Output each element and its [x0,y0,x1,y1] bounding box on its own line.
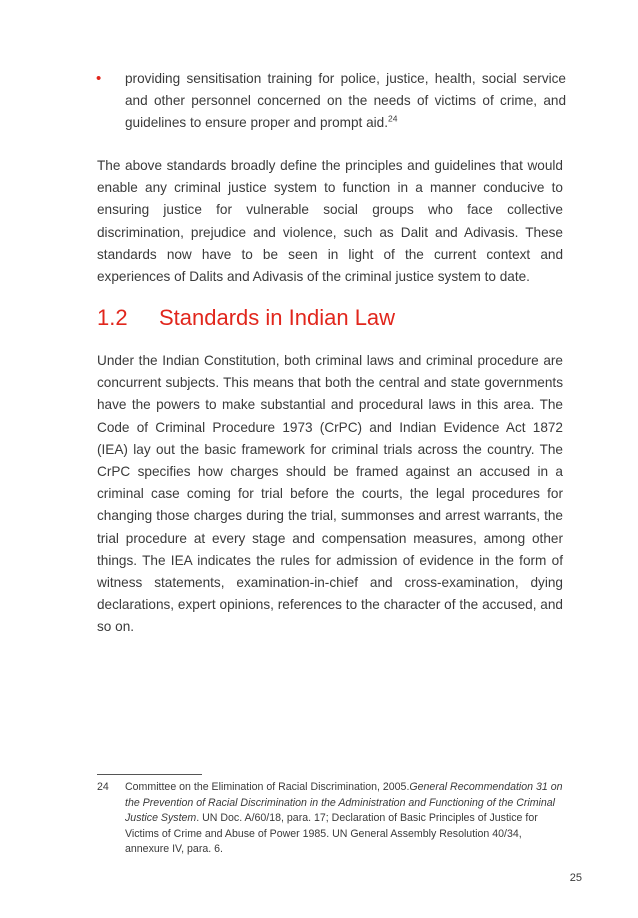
footnote-text-after: . UN Doc. A/60/18, para. 17; Declaration of Basic Principles of Justice for Victims of Crime and Abuse of Power 1985. UN General Assembly Resolution 40/34, annexure IV, para. 6. [125,812,538,856]
paragraph-indian-law: Under the Indian Constitution, both criminal laws and criminal procedure are concurrent subjects. This means that both the central and state governments have the powers to make substantial and procedural laws in this area. The Code of Criminal Procedure 1973 (CrPC) and Indian Evidence Act 1872 (IEA) lay out the basic framework for criminal trials across the country. The CrPC specifies how charges should be framed against an accused in a criminal case coming for trial before the courts, the legal procedures for changing those charges during the trial, summonses and arrest warrants, the trial procedure at every stage and compensation measures, among other things. The IEA indicates the rules for admission of evidence in the form of witness statements, examination-in-chief and cross-examination, dying declarations, expert opinions, references to the character of the accused, and so on. [97,353,563,635]
footnote-text-before: Committee on the Elimination of Racial Discrimination, 2005. [125,781,410,793]
bullet-text-block [125,68,566,134]
bullet-text: providing sensitisation training for police, justice, health, social service and other personnel concerned on the needs of victims of crime, and guidelines to ensure proper and prompt aid. [125,71,566,130]
footnote-reference[interactable]: 24 [387,113,398,124]
section-number: 1.2 [97,305,128,330]
footnote-title-italic: General Recommendation 31 on the Prevention of Racial Discrimination in the Administration and Functioning of the Criminal Justice System [125,781,563,825]
section-heading [97,303,395,333]
footnote [97,780,565,858]
bullet-marker: • [96,70,102,87]
footnote-divider [97,774,202,775]
footnote-text [125,780,565,858]
page-number: 25 [569,872,582,884]
paragraph-standards: The above standards broadly define the principles and guidelines that would enable any criminal justice system to function in a manner conducive to ensuring justice for vulnerable social groups who face collective discrimination, prejudice and violence, such as Dalit and Adivasis. These standards now have to be seen in light of the current context and experiences of Dalits and Adivasis of the criminal justice system to date. [97,158,563,285]
footnote-number: 24 [97,781,109,793]
bullet-item [96,68,566,134]
section-title: Standards in Indian Law [159,305,396,330]
